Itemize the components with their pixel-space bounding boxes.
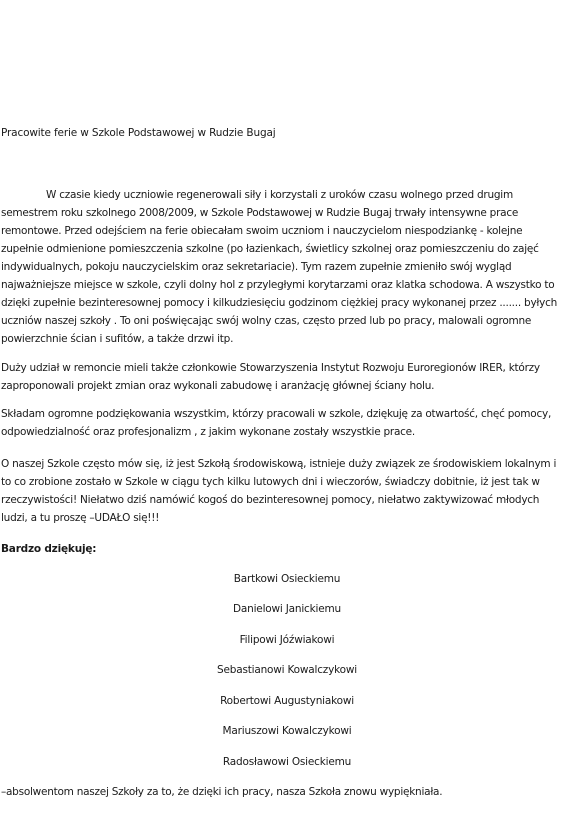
document-title: Pracowite ferie w Szkole Podstawowej w Rudzie Bugaj: [1, 127, 276, 139]
paragraph-line: Składam ogromne podziękowania wszystkim, którzy pracowali w szkole, dziękuję za otwartość, chęć pomocy,: [1, 408, 552, 420]
paragraph-line: zaproponowali projekt zmian oraz wykonali zabudowę i aranżację głównej ściany holu.: [1, 380, 435, 392]
name-item: Danielowi Janickiemu: [233, 603, 341, 615]
name-item: Bartkowi Osieckiemu: [233, 573, 341, 585]
paragraph-irer: [1, 359, 575, 395]
paragraph-line: uczniów naszej szkoły . To oni poświęcając swój wolny czas, często przed lub po pracy, malowali ogromne: [1, 315, 532, 327]
closing-line: –absolwentom naszej Szkoły za to, że dzięki ich pracy, nasza Szkoła znowu wypiękniała.: [1, 786, 443, 798]
paragraph-line: ludzi, a tu proszę –UDAŁO się!!!: [1, 512, 160, 524]
name-item: Radosławowi Osieckiemu: [222, 756, 352, 768]
paragraph-thanks: [1, 405, 575, 441]
paragraph-line: odpowiedzialność oraz profesjonalizm , z jakim wykonane zostały wszystkie prace.: [1, 426, 415, 438]
paragraph-line: semestrem roku szkolnego 2008/2009, w Szkole Podstawowej w Rudzie Bugaj trwały intensywne prace: [1, 207, 519, 219]
paragraph-intro: [1, 186, 575, 348]
paragraph-community: [1, 455, 575, 527]
paragraph-line: remontowe. Przed odejściem na ferie obiecałam swoim uczniom i nauczycielom niespodziankę - kolejne: [1, 225, 523, 237]
paragraph-line: rzeczywistości! Niełatwo dziś namówić kogoś do bezinteresownej pomocy, niełatwo zaktywizować młodych: [1, 494, 540, 506]
paragraph-line: powierzchnie ścian i sufitów, a także drzwi itp.: [1, 333, 234, 345]
name-item: Filipowi Jóźwiakowi: [239, 634, 335, 646]
name-item: Sebastianowi Kowalczykowi: [217, 664, 357, 676]
paragraph-line: najważniejsze miejsce w szkole, czyli dolny hol z przyległymi korytarzami oraz klatka schodowa. A wszystko to: [1, 279, 555, 291]
name-item: Robertowi Augustyniakowi: [220, 695, 354, 707]
paragraph-line: to co zrobione zostało w Szkole w ciągu tych kilku lutowych dni i wieczorów, świadczy dobitnie, iż jest tak w: [1, 476, 540, 488]
paragraph-line: O naszej Szkole często mów się, iż jest Szkołą środowiskową, istnieje duży związek ze środowiskiem lokalnym i: [1, 458, 557, 470]
paragraph-line: Duży udział w remoncie mieli także członkowie Stowarzyszenia Instytut Rozwoju Euroregionów IRER, którzy: [1, 362, 540, 374]
paragraph-line: zupełnie odmienione pomieszczenia szkolne (po łazienkach, świetlicy szkolnej oraz pomieszczeniu do zajęć: [1, 243, 539, 255]
paragraph-line: W czasie kiedy uczniowie regenerowali siły i korzystali z uroków czasu wolnego przed drugim: [46, 189, 513, 201]
name-item: Mariuszowi Kowalczykowi: [222, 725, 352, 737]
thanks-heading: Bardzo dziękuję:: [1, 543, 97, 555]
paragraph-line: dzięki zupełnie bezinteresownej pomocy i kilkudziesięciu godzinom ciężkiej pracy wykonanej przez ....... byłych: [1, 297, 558, 309]
paragraph-line: indywidualnych, pokoju nauczycielskim oraz sekretariacie). Tym razem zupełnie zmieniło swój wygląd: [1, 261, 512, 273]
